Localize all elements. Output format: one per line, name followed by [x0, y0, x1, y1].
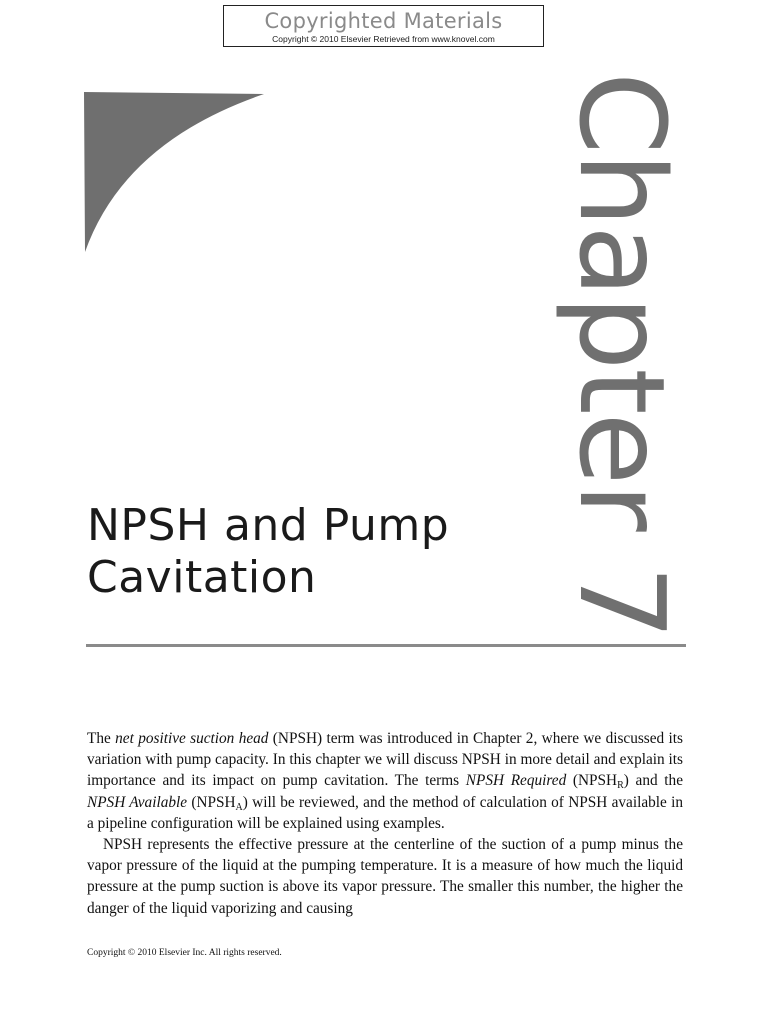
- paragraph-1: [87, 728, 683, 834]
- p1-text-5: (NPSH: [187, 793, 236, 811]
- chapter-body: [87, 728, 683, 919]
- p1-text-6: ) will be reviewed, and the method of calculation of NPSH available in a pipeline configuration will be explained using examples.: [87, 793, 683, 832]
- banner-subtitle: Copyright © 2010 Elsevier Retrieved from www.knovel.com: [272, 34, 495, 44]
- p1-term-npsh: net positive suction head: [115, 730, 269, 747]
- p1-text-3: (NPSH: [566, 772, 618, 790]
- banner-title: Copyrighted Materials: [264, 9, 503, 33]
- copyright-banner: [223, 5, 544, 47]
- decorative-corner-shape: [84, 92, 266, 252]
- p1-text-4: ) and the: [623, 772, 683, 790]
- chapter-label-text: Chapter 7: [553, 71, 691, 639]
- chapter-title-line-2: Cavitation: [87, 552, 317, 603]
- p1-subscript-a: A: [235, 801, 243, 813]
- p1-subscript-r: R: [617, 780, 624, 792]
- p1-term-npsh-required: NPSH Required: [465, 772, 567, 790]
- p1-text-2: (NPSH) term was introduced in Chapter 2, where we discussed its variation with pump capacity. In this chapter we will discuss NPSH in more detail and explain its importance and its impact on pump cavitation. The terms: [87, 730, 684, 790]
- p1-text-1: The: [87, 730, 116, 747]
- footer-copyright: Copyright © 2010 Elsevier Inc. All rights reserved.: [87, 948, 282, 958]
- chapter-title: [87, 500, 557, 604]
- chapter-title-line-1: NPSH and Pump: [87, 500, 450, 551]
- paragraph-2: NPSH represents the effective pressure at the centerline of the suction of a pump minus the vapor pressure of the liquid at the pumping temperature. It is a measure of how much the liquid pressure at the pump suction is above its vapor pressure. The smaller this number, the higher the danger of the liquid vaporizing and causing: [87, 836, 683, 917]
- p1-term-npsh-available: NPSH Available: [87, 793, 188, 811]
- title-divider: [86, 644, 686, 647]
